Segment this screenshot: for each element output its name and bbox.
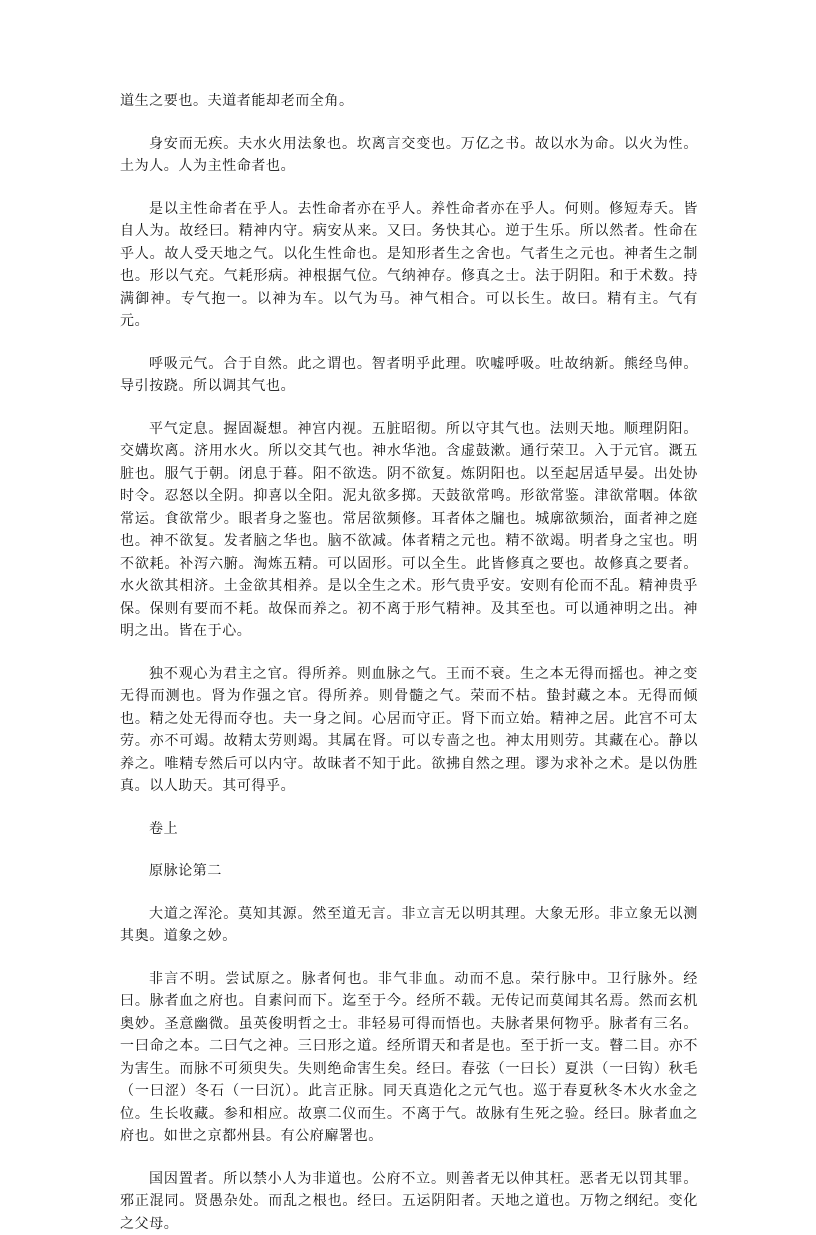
paragraph-gap [120, 840, 698, 860]
paragraph-1: 道生之要也。夫道者能却老而全角。 [120, 90, 698, 113]
paragraph-gap [120, 643, 698, 663]
paragraph-4: 呼吸元气。合于自然。此之谓也。智者明乎此理。吹嘘呼吸。吐故纳新。熊经鸟伸。导引按跷。所以调其气也。 [120, 353, 698, 398]
paragraph-gap [120, 113, 698, 133]
paragraph-3: 是以主性命者在乎人。去性命者亦在乎人。养性命者亦在乎人。何则。修短寿夭。皆自人为。故经曰。精神内守。病安从来。又曰。务快其心。逆于生乐。所以然者。性命在乎人。故人受天地之气。以化生性命也。是知形者生之舍也。气者生之元也。神者生之制也。形以气充。气耗形病。神根据气位。气纳神存。修真之士。法于阴阳。和于术数。持满御神。专气抱一。以神为车。以气为马。神气相合。可以长生。故曰。精有主。气有元。 [120, 198, 698, 333]
paragraph-2: 身安而无疾。夫水火用法象也。坎离言交变也。万亿之书。故以水为命。以火为性。土为人。人为主性命者也。 [120, 133, 698, 178]
paragraph-gap [120, 333, 698, 353]
paragraph-gap [120, 1148, 698, 1168]
paragraph-7: 大道之浑沦。莫知其源。然至道无言。非立言无以明其理。大象无形。非立象无以测其奥。道象之妙。 [120, 903, 698, 948]
paragraph-9: 国因置者。所以禁小人为非道也。公府不立。则善者无以伸其枉。恶者无以罚其罪。邪正混同。贤愚杂处。而乱之根也。经曰。五运阴阳者。天地之道也。万物之纲纪。变化之父母。 [120, 1168, 698, 1235]
paragraph-gap [120, 178, 698, 198]
paragraph-gap [120, 883, 698, 903]
paragraph-gap [120, 398, 698, 418]
paragraph-5: 平气定息。握固凝想。神宫内视。五脏昭彻。所以守其气也。法则天地。顺理阴阳。交媾坎离。济用水火。所以交其气也。神水华池。含虚鼓漱。通行荣卫。入于元官。溉五脏也。服气于朝。闭息于暮。阳不欲迭。阴不欲复。炼阴阳也。以至起居适早晏。出处协时令。忍怒以全阴。抑喜以全阳。泥丸欲多掷。天鼓欲常鸣。形欲常鉴。津欲常咽。体欲常运。食欲常少。眼者身之鉴也。常居欲频修。耳者体之牖也。城廓欲频治，面者神之庭也。神不欲复。发者脑之华也。脑不欲减。体者精之元也。精不欲竭。明者身之宝也。明不欲耗。补泻六腑。淘炼五精。可以固形。可以全生。此皆修真之要也。故修真之要者。水火欲其相济。土金欲其相养。是以全生之术。形气贵乎安。安则有伦而不乱。精神贵乎保。保则有要而不耗。故保而养之。初不离于形气精神。及其至也。可以通神明之出。神明之出。皆在于心。 [120, 418, 698, 643]
document-page [120, 90, 698, 1235]
section-title: 原脉论第二 [120, 860, 698, 883]
paragraph-gap [120, 798, 698, 818]
paragraph-gap [120, 948, 698, 968]
paragraph-8: 非言不明。尝试原之。脉者何也。非气非血。动而不息。荣行脉中。卫行脉外。经曰。脉者血之府也。自素问而下。迄至于今。经所不载。无传记而莫闻其名焉。然而玄机奥妙。圣意幽微。虽英俊明哲之士。非轻易可得而悟也。夫脉者果何物乎。脉者有三名。一曰命之本。二曰气之神。三曰形之道。经所谓天和者是也。至于折一支。瞽二目。亦不为害生。而脉不可须臾失。失则绝命害生矣。经曰。春弦（一曰长）夏洪（一曰钩）秋毛（一曰涩）冬石（一曰沉）。此言正脉。同天真造化之元气也。巡于春夏秋冬木火水金之位。生长收藏。参和相应。故禀二仪而生。不离于气。故脉有生死之验。经曰。脉者血之府也。如世之京都州县。有公府廨署也。 [120, 968, 698, 1148]
paragraph-6: 独不观心为君主之官。得所养。则血脉之气。王而不衰。生之本无得而摇也。神之变无得而测也。肾为作强之官。得所养。则骨髓之气。荣而不枯。蛰封藏之本。无得而倾也。精之处无得而夺也。夫一身之间。心居而守正。肾下而立始。精神之居。此宫不可太劳。亦不可竭。故精太劳则竭。其属在肾。可以专啬之也。神太用则劳。其藏在心。静以养之。唯精专然后可以内守。故昧者不知于此。欲拂自然之理。谬为求补之术。是以伪胜真。以人助天。其可得乎。 [120, 663, 698, 798]
volume-label: 卷上 [120, 818, 698, 841]
